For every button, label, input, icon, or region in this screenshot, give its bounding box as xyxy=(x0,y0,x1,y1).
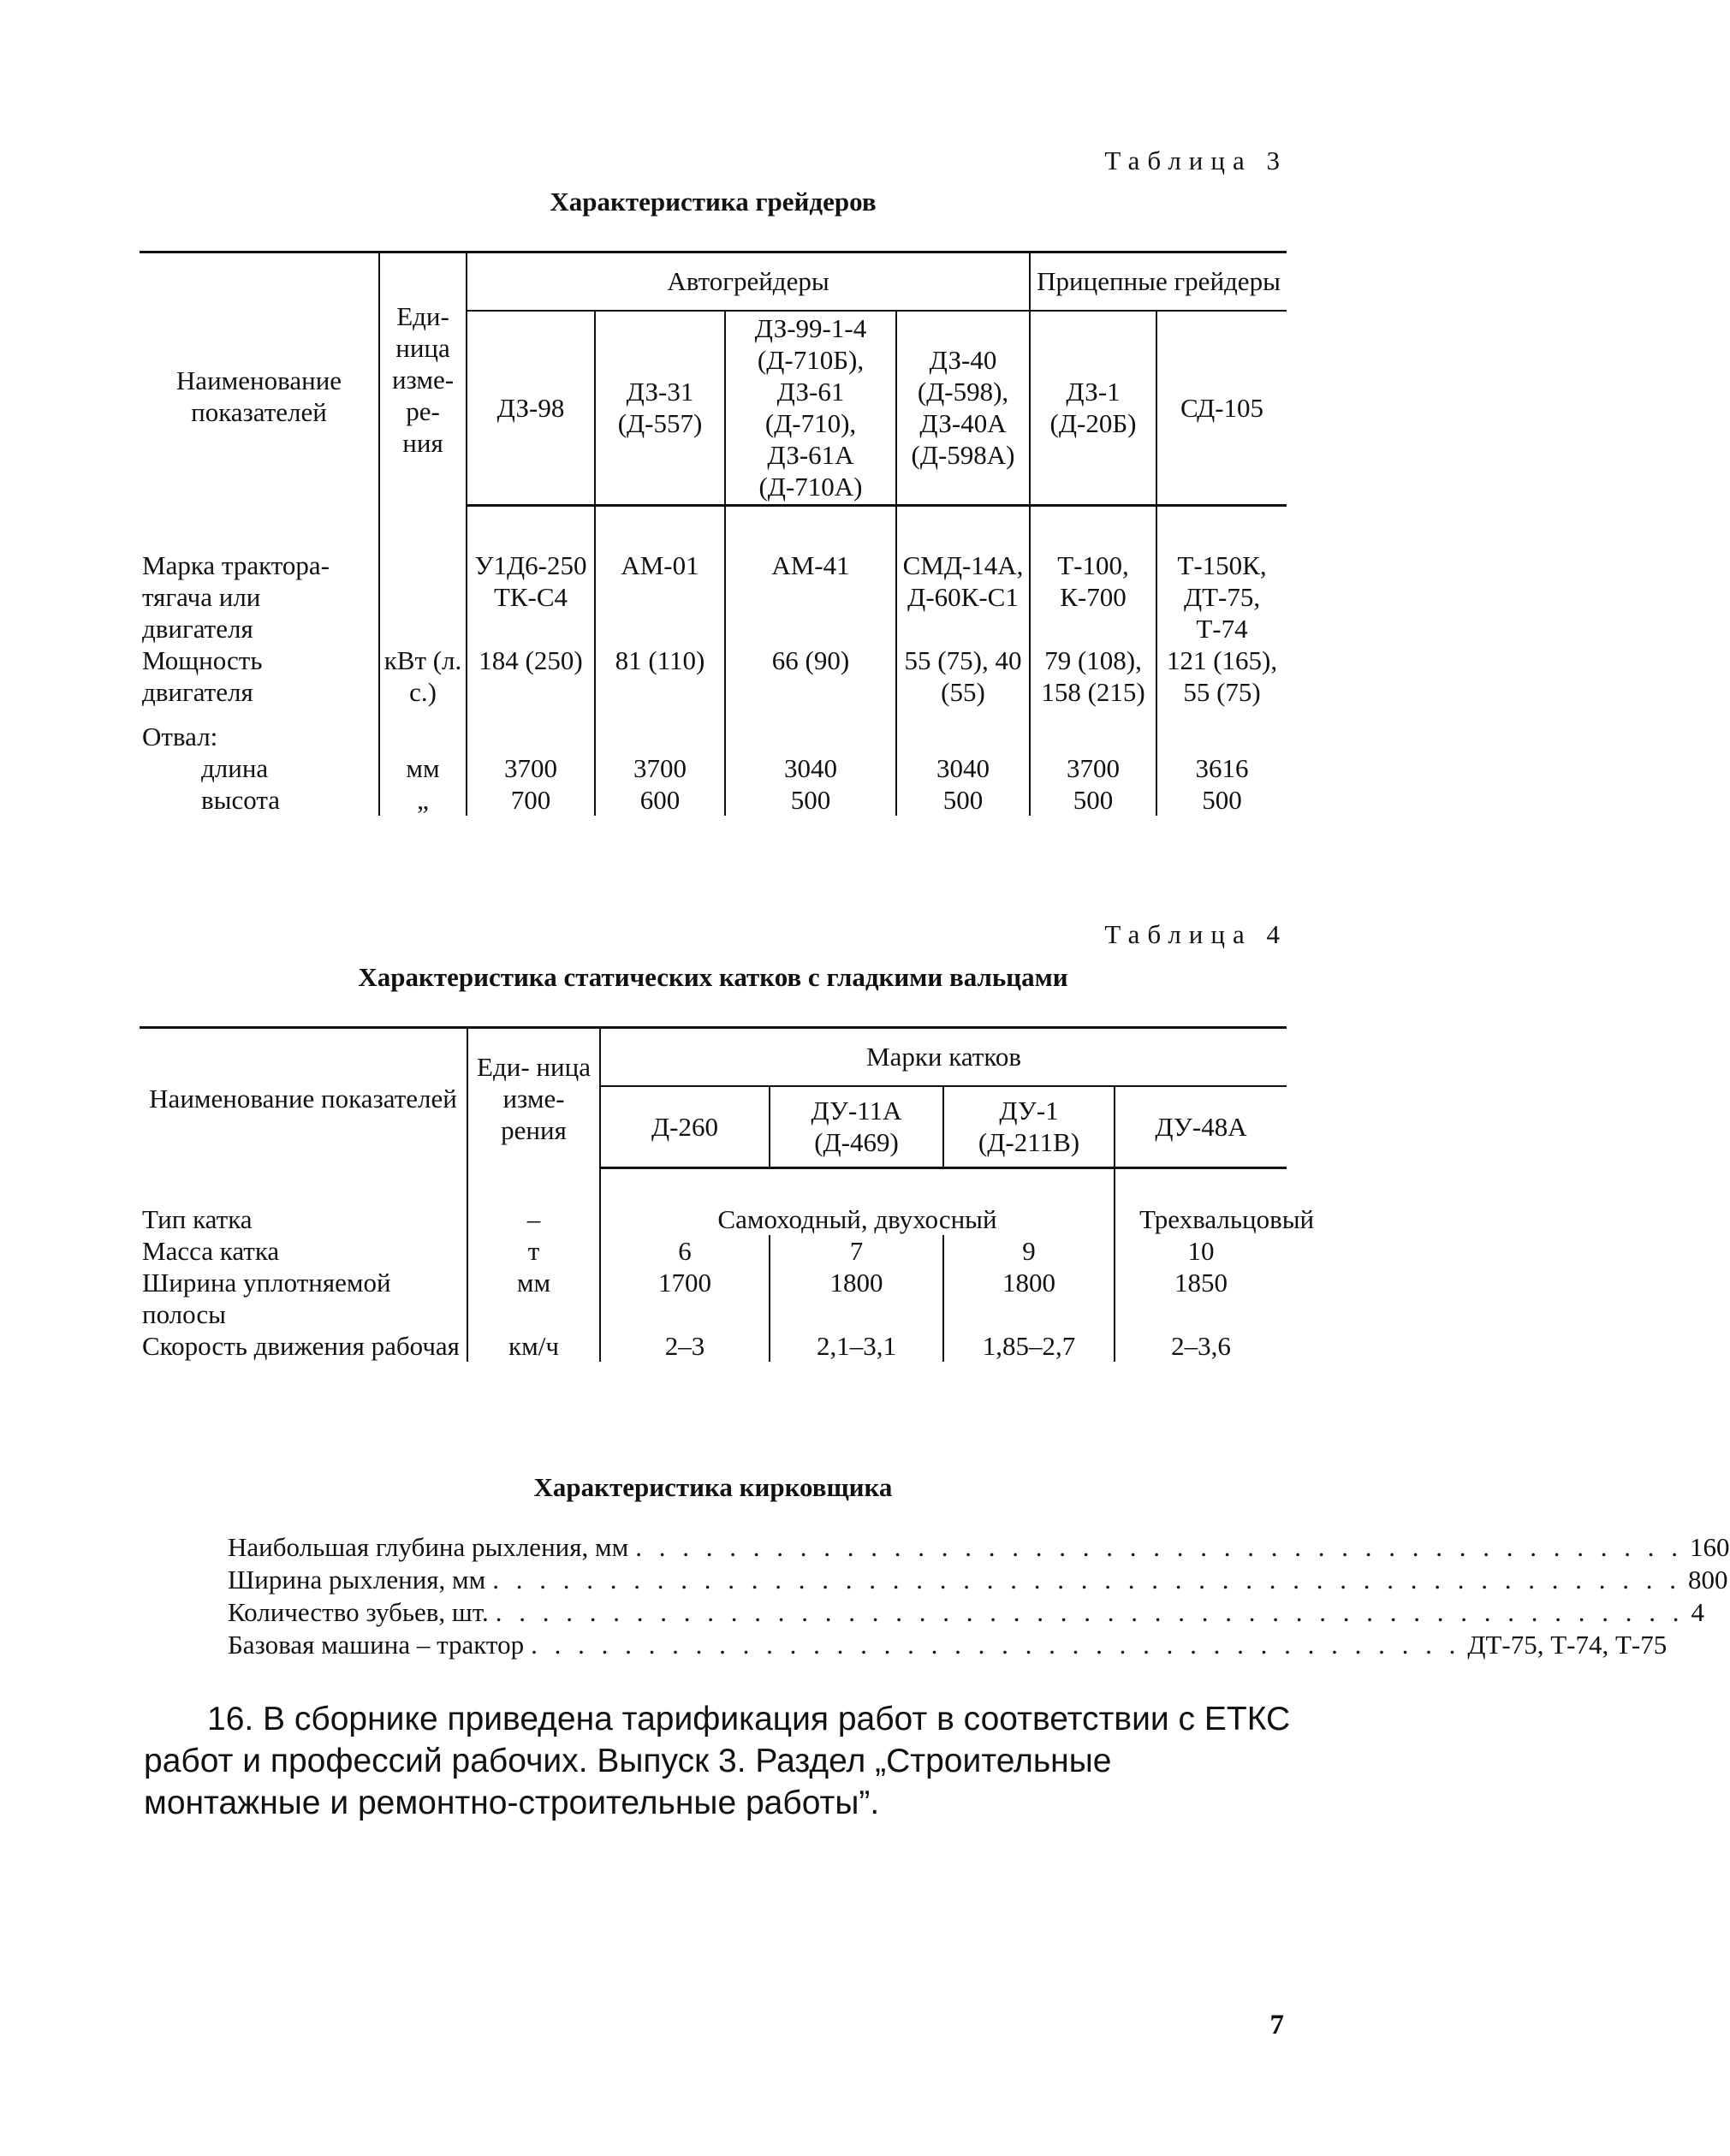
table4-header-unit: Еди- ница изме- рения xyxy=(467,1028,600,1168)
cell: 184 (250) xyxy=(467,644,595,708)
row-name: длина xyxy=(201,753,269,783)
table3-col-5: ДЗ-1 (Д-20Б) xyxy=(1030,311,1156,506)
cell: 1,85–2,7 xyxy=(943,1330,1115,1362)
cell: Т-100, К-700 xyxy=(1030,549,1156,644)
ripper-title: Характеристика кирковщика xyxy=(533,1472,893,1502)
cell: 3700 xyxy=(1030,752,1156,784)
cell: 1850 xyxy=(1115,1267,1287,1330)
cell: 500 xyxy=(1030,784,1156,816)
table4-header-indicator: Наименование показателей xyxy=(149,1083,457,1114)
paragraph-16 xyxy=(144,1698,1291,1824)
cell: 1700 xyxy=(600,1267,770,1330)
row-unit xyxy=(379,549,467,644)
table4-col-1: Д-260 xyxy=(600,1086,770,1168)
table4-col-2: ДУ-11А (Д-469) xyxy=(770,1086,943,1168)
table4-title: Характеристика статических катков с гладкими вальцами xyxy=(358,962,1068,992)
table3-number: Таблица 3 xyxy=(1104,146,1287,175)
cell: 700 xyxy=(467,784,595,816)
cell: 2–3 xyxy=(600,1330,770,1362)
cell: 9 xyxy=(943,1235,1115,1267)
table-row xyxy=(140,1267,1287,1330)
table3-header-trailed: Прицепные грейдеры xyxy=(1030,252,1287,311)
cell: 55 (75), 40 (55) xyxy=(896,644,1030,708)
row-name: Ширина уплотняемой полосы xyxy=(142,1268,391,1329)
leader-dots: . . . . . . . . . . . . . . . . . . . . . . . . . . . . . . . . . . . . . . . . . . . . . xyxy=(635,1532,1683,1562)
row-name: Масса катка xyxy=(142,1236,280,1266)
spec-value: ДТ-75, Т-74, Т-75 xyxy=(1467,1630,1668,1660)
cell: 121 (165), 55 (75) xyxy=(1156,644,1287,708)
spec-label: Ширина рыхления, мм xyxy=(228,1565,486,1595)
table3-col-2: ДЗ-31 (Д-557) xyxy=(595,311,725,506)
table-row xyxy=(140,644,1287,708)
table4 xyxy=(140,1026,1315,1362)
row-name: Скорость движения рабочая xyxy=(142,1331,460,1361)
table3-header-indicator: Наименование показателей xyxy=(175,365,342,428)
table3-header-autograders: Автогрейдеры xyxy=(467,252,1030,311)
row-unit: – xyxy=(467,1203,600,1235)
row-name: Тип катка xyxy=(142,1204,253,1234)
cell: 500 xyxy=(725,784,896,816)
merged-cell: Самоходный, двухосный xyxy=(600,1203,1115,1235)
cell: 10 xyxy=(1115,1235,1287,1267)
cell: 81 (110) xyxy=(595,644,725,708)
row-unit: мм xyxy=(467,1267,600,1330)
cell: АМ-41 xyxy=(725,549,896,644)
row-name: Отвал: xyxy=(142,722,218,751)
leader-dots: . . . . . . . . . . . . . . . . . . . . . . . . . . . . . . . . . . . . . . . . . . . . . . . . . . . xyxy=(492,1565,1682,1595)
cell: СМД-14А, Д-60К-С1 xyxy=(896,549,1030,644)
list-item xyxy=(228,1596,1704,1629)
table-row xyxy=(140,1235,1287,1267)
paragraph-text: 16. В сборнике приведена тарификация работ в соответствии с ЕТКС работ и профессий рабочих. Выпуск 3. Раздел „Строительные монтажные и ремонтно-строительные работы”. xyxy=(144,1701,1291,1821)
table4-col-3: ДУ-1 (Д-211В) xyxy=(943,1086,1115,1168)
row-unit: км/ч xyxy=(467,1330,600,1362)
list-item xyxy=(228,1531,1730,1564)
spec-value: 800 xyxy=(1688,1565,1728,1595)
spec-label: Наибольшая глубина рыхления, мм xyxy=(228,1532,629,1562)
cell: 500 xyxy=(1156,784,1287,816)
table3-col-4: ДЗ-40 (Д-598), ДЗ-40А (Д-598А) xyxy=(896,311,1030,506)
spec-value: 4 xyxy=(1691,1597,1704,1627)
table4-header-group: Марки катков xyxy=(600,1028,1287,1086)
table4-number: Таблица 4 xyxy=(1104,919,1287,949)
row-unit: „ xyxy=(379,784,467,816)
table-row xyxy=(140,752,1287,784)
table-row xyxy=(140,784,1287,816)
row-unit: мм xyxy=(379,752,467,784)
cell: 600 xyxy=(595,784,725,816)
page-number: 7 xyxy=(1269,2010,1284,2040)
row-unit: кВт (л. с.) xyxy=(379,644,467,708)
spec-label: Базовая машина – трактор xyxy=(228,1630,525,1660)
cell: 6 xyxy=(600,1235,770,1267)
cell: 3040 xyxy=(725,752,896,784)
cell: Т-150К, ДТ-75, Т-74 xyxy=(1156,549,1287,644)
cell: 79 (108), 158 (215) xyxy=(1030,644,1156,708)
cell: 3616 xyxy=(1156,752,1287,784)
table3-header-unit: Еди- ница изме- ре- ния xyxy=(379,252,467,506)
table3 xyxy=(140,251,1287,816)
table-row xyxy=(140,1330,1287,1362)
row-name: Марка трактора-тягача или двигателя xyxy=(142,550,330,644)
spec-value: 160 xyxy=(1690,1532,1730,1562)
cell: 2,1–3,1 xyxy=(770,1330,943,1362)
cell: Трехвальцовый xyxy=(1115,1203,1287,1235)
ripper-specs xyxy=(228,1531,1730,1661)
cell: 7 xyxy=(770,1235,943,1267)
table-row xyxy=(140,708,1287,752)
row-unit: т xyxy=(467,1235,600,1267)
cell: 1800 xyxy=(943,1267,1115,1330)
cell: АМ-01 xyxy=(595,549,725,644)
row-name: высота xyxy=(201,785,281,815)
cell: 2–3,6 xyxy=(1115,1330,1287,1362)
cell: 66 (90) xyxy=(725,644,896,708)
leader-dots: . . . . . . . . . . . . . . . . . . . . . . . . . . . . . . . . . . . . . . . . xyxy=(531,1630,1461,1660)
table3-title: Характеристика грейдеров xyxy=(550,187,877,217)
cell: 3700 xyxy=(467,752,595,784)
list-item xyxy=(228,1564,1728,1596)
row-name: Мощность двигателя xyxy=(142,645,263,707)
list-item xyxy=(228,1629,1668,1661)
cell: 500 xyxy=(896,784,1030,816)
cell: 3700 xyxy=(595,752,725,784)
table-row xyxy=(140,1203,1287,1235)
cell: 1800 xyxy=(770,1267,943,1330)
cell: 3040 xyxy=(896,752,1030,784)
cell: У1Д6-250 ТК-С4 xyxy=(467,549,595,644)
table3-col-6: СД-105 xyxy=(1156,311,1287,506)
table4-col-4: ДУ-48А xyxy=(1115,1086,1287,1168)
table3-col-1: ДЗ-98 xyxy=(467,311,595,506)
table-row xyxy=(140,549,1287,644)
leader-dots: . . . . . . . . . . . . . . . . . . . . . . . . . . . . . . . . . . . . . . . . . . . . . . . . . . . xyxy=(495,1597,1685,1627)
table3-col-3: ДЗ-99-1-4 (Д-710Б), ДЗ-61 (Д-710), ДЗ-61А (Д-710А) xyxy=(725,311,896,506)
spec-label: Количество зубьев, шт. xyxy=(228,1597,489,1627)
